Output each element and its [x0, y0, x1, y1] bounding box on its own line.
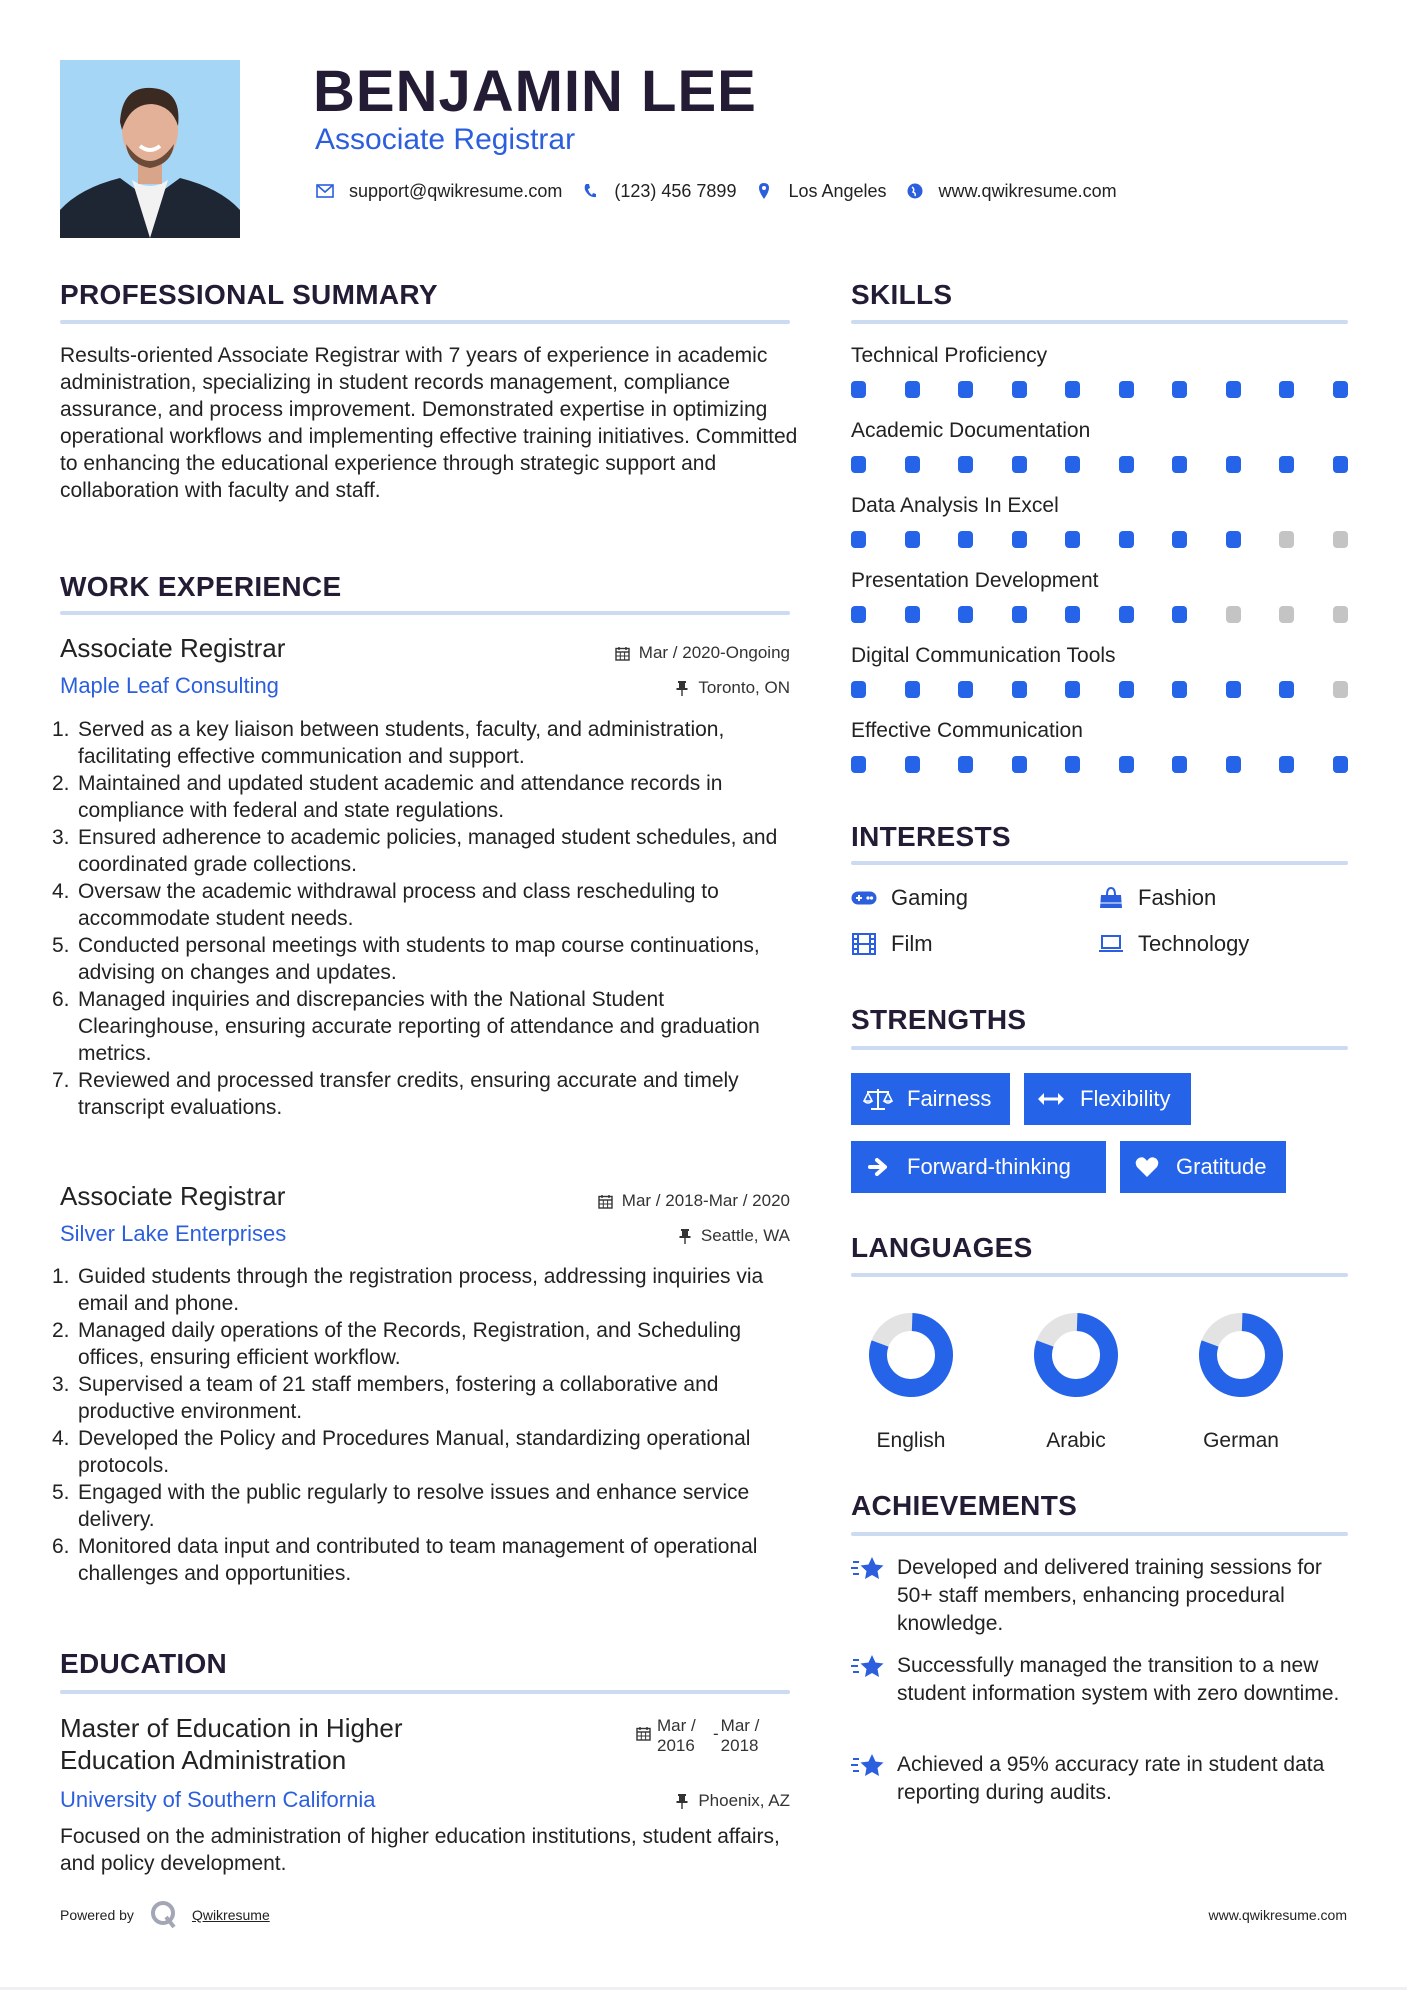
skill-dot-filled: [1333, 456, 1348, 473]
skill-dot-filled: [851, 531, 866, 548]
skill-dot-filled: [958, 681, 973, 698]
list-item: 6. Monitored data input and contributed to team management of operational challenges and opportunities.: [52, 1535, 758, 1585]
film-icon: [851, 933, 877, 955]
star-icon: [851, 1554, 887, 1582]
arrow-right-icon: [863, 1155, 893, 1179]
skill-dot-filled: [1279, 456, 1294, 473]
interests-divider: [851, 861, 1348, 865]
language-label: English: [876, 1429, 946, 1452]
experience-heading: WORK EXPERIENCE: [60, 571, 342, 602]
job-dates: [500, 642, 790, 664]
footer-website[interactable]: www.qwikresume.com: [1208, 1907, 1347, 1923]
skill-dot-empty: [1333, 606, 1348, 623]
skill-dot-filled: [1119, 606, 1134, 623]
job-company: Maple Leaf Consulting: [60, 673, 279, 698]
skill-dot-filled: [1119, 756, 1134, 773]
contact-phone[interactable]: (123) 456 7899: [614, 180, 737, 201]
skill-dot-filled: [958, 456, 973, 473]
skill-dot-filled: [851, 606, 866, 623]
skill-dot-filled: [1172, 681, 1187, 698]
skill-rating: [851, 681, 1348, 698]
arrows-horizontal-icon: [1036, 1087, 1066, 1111]
skill-dot-filled: [1226, 456, 1241, 473]
skill-dot-filled: [958, 531, 973, 548]
laptop-icon: [1098, 933, 1124, 955]
skill-dot-filled: [958, 606, 973, 623]
heart-icon: [1132, 1155, 1162, 1179]
skill-dot-filled: [1226, 756, 1241, 773]
skill-dot-filled: [905, 456, 920, 473]
skill-dot-filled: [1119, 381, 1134, 398]
skill-dot-filled: [1172, 756, 1187, 773]
skill-dot-filled: [905, 531, 920, 548]
skill-dot-filled: [1012, 456, 1027, 473]
candidate-title: Associate Registrar: [315, 123, 576, 156]
gamepad-icon: [851, 887, 877, 909]
globe-icon: [905, 181, 925, 201]
job-role: Associate Registrar: [60, 1181, 286, 1211]
job-location: [500, 1225, 790, 1247]
calendar-icon: [636, 1726, 651, 1741]
education-location-text: Phoenix, AZ: [698, 1791, 790, 1810]
powered-by-label: Powered by: [60, 1907, 134, 1923]
education-start: Mar / 2016: [657, 1716, 696, 1755]
education-heading: EDUCATION: [60, 1648, 228, 1679]
skill-dot-empty: [1279, 531, 1294, 548]
skill-rating: [851, 606, 1348, 623]
skill-dot-filled: [1279, 756, 1294, 773]
language-item: [1011, 1312, 1141, 1454]
list-item: 1. Guided students through the registration process, addressing inquiries via email and phone.: [52, 1265, 764, 1315]
skill-dot-filled: [1333, 756, 1348, 773]
skill-rating: [851, 756, 1348, 773]
skill-rating: [851, 531, 1348, 548]
strength-tag: Flexibility: [1024, 1073, 1191, 1125]
skill-dot-filled: [1012, 756, 1027, 773]
pushpin-icon: [677, 1228, 693, 1244]
skill-label: Academic Documentation: [851, 419, 1091, 442]
interest-item: Technology: [1098, 930, 1249, 958]
skill-label: Digital Communication Tools: [851, 644, 1116, 667]
language-label: German: [1203, 1429, 1279, 1452]
star-icon: [851, 1751, 887, 1779]
list-item: 2. Managed daily operations of the Records, Registration, and Scheduling offices, ensuring efficient workflow.: [52, 1319, 742, 1369]
envelope-icon: [315, 181, 335, 201]
list-item: 1. Served as a key liaison between students, faculty, and administration, facilitating effective communication and support.: [52, 718, 725, 768]
job-location-text: Toronto, ON: [698, 678, 790, 697]
contact-location: Los Angeles: [788, 180, 887, 201]
skill-dot-filled: [905, 381, 920, 398]
skill-label: Technical Proficiency: [851, 344, 1048, 367]
skill-dot-filled: [1333, 381, 1348, 398]
star-icon: [851, 1652, 887, 1680]
phone-icon: [580, 181, 600, 201]
skill-dot-filled: [1226, 531, 1241, 548]
language-donut-chart: [1033, 1312, 1119, 1398]
calendar-icon: [598, 1193, 614, 1209]
education-divider: [60, 1690, 790, 1694]
skill-dot-filled: [1012, 606, 1027, 623]
skill-dot-filled: [1119, 531, 1134, 548]
job-location: [500, 677, 790, 699]
education-dates: [636, 1716, 796, 1756]
job-location-text: Seattle, WA: [700, 1226, 790, 1245]
contact-row: [315, 178, 1135, 204]
education-location: [500, 1790, 790, 1812]
skill-dot-filled: [1279, 381, 1294, 398]
skill-dot-filled: [1172, 456, 1187, 473]
job-dates: [500, 1190, 790, 1212]
list-item: 4. Oversaw the academic withdrawal process and class rescheduling to accommodate student needs.: [52, 880, 719, 930]
list-item: 6. Managed inquiries and discrepancies with the National Student Clearinghouse, ensuring accurate reporting of attendance and graduation metrics.: [52, 988, 760, 1065]
skill-dot-filled: [958, 381, 973, 398]
map-marker-icon: [754, 181, 774, 201]
skill-dot-filled: [1012, 531, 1027, 548]
languages-heading: LANGUAGES: [851, 1232, 1033, 1263]
achievement-item: Successfully managed the transition to a new student information system with zero downtime.: [851, 1652, 1351, 1708]
calendar-icon: [615, 645, 631, 661]
pushpin-icon: [674, 1793, 690, 1809]
skill-dot-filled: [905, 681, 920, 698]
list-item: 3. Ensured adherence to academic policies, managed student schedules, and coordinated grade collections.: [52, 826, 778, 876]
interest-item: Fashion: [1098, 884, 1216, 912]
qwikresume-link[interactable]: Qwikresume: [191, 1907, 270, 1923]
skill-dot-filled: [851, 456, 866, 473]
skill-label: Effective Communication: [851, 719, 1083, 742]
pushpin-icon: [674, 680, 690, 696]
interests-heading: INTERESTS: [851, 821, 1011, 852]
job-responsibilities: [52, 716, 800, 1121]
interest-item: Gaming: [851, 884, 968, 912]
language-donut-chart: [1198, 1312, 1284, 1398]
skill-dot-filled: [1065, 456, 1080, 473]
skill-dot-filled: [1119, 456, 1134, 473]
skill-dot-empty: [1333, 531, 1348, 548]
job-dates-text: Mar / 2018-Mar / 2020: [621, 1191, 790, 1210]
skills-divider: [851, 320, 1348, 324]
skill-dot-filled: [1119, 681, 1134, 698]
skill-dot-filled: [851, 681, 866, 698]
list-item: 5. Conducted personal meetings with students to map course continuations, advising on changes and updates.: [52, 934, 760, 984]
achievement-item: Achieved a 95% accuracy rate in student data reporting during audits.: [851, 1751, 1351, 1807]
skill-dot-filled: [1065, 381, 1080, 398]
languages-divider: [851, 1273, 1348, 1277]
summary-heading: PROFESSIONAL SUMMARY: [60, 279, 438, 310]
job-responsibilities: [52, 1263, 800, 1587]
balance-scale-icon: [863, 1087, 893, 1111]
language-item: [1176, 1312, 1306, 1454]
skill-label: Presentation Development: [851, 569, 1099, 592]
skill-dot-empty: [1279, 606, 1294, 623]
achievements-heading: ACHIEVEMENTS: [851, 1490, 1078, 1521]
summary-text: Results-oriented Associate Registrar with 7 years of experience in academic administration, specializing in student records management, compliance assurance, and process improvement. Demonstrated expertise in optimizing operational workflows and implementing effective training initiatives. Committed to enhancing the educational experience through strategic support and collaboration with faculty and staff.: [60, 344, 798, 502]
list-item: 3. Supervised a team of 21 staff members, fostering a collaborative and productive environment.: [52, 1373, 719, 1423]
strengths-heading: STRENGTHS: [851, 1004, 1027, 1035]
skill-dot-filled: [1012, 681, 1027, 698]
skill-dot-filled: [851, 381, 866, 398]
skill-dot-filled: [1065, 756, 1080, 773]
footer-branding: [60, 1900, 270, 1930]
skill-dot-filled: [851, 756, 866, 773]
strength-tag: Fairness: [851, 1073, 1010, 1125]
list-item: 5. Engaged with the public regularly to resolve issues and enhance service delivery.: [52, 1481, 750, 1531]
skill-dot-filled: [1226, 381, 1241, 398]
list-item: 7. Reviewed and processed transfer credits, ensuring accurate and timely transcript evaluations.: [52, 1069, 739, 1119]
job-company: Silver Lake Enterprises: [60, 1221, 287, 1246]
education-date-separator: -: [713, 1724, 719, 1743]
education-description: Focused on the administration of higher education institutions, student affairs, and policy development.: [60, 1825, 780, 1875]
contact-email[interactable]: support@qwikresume.com: [349, 180, 563, 201]
skill-dot-filled: [1065, 681, 1080, 698]
skill-dot-filled: [1065, 606, 1080, 623]
education-degree: Master of Education in Higher Education Administration: [60, 1713, 403, 1775]
achievement-item: Developed and delivered training sessions for 50+ staff members, enhancing procedural knowledge.: [851, 1554, 1351, 1638]
skills-heading: SKILLS: [851, 279, 953, 310]
list-item: 4. Developed the Policy and Procedures Manual, standardizing operational protocols.: [52, 1427, 751, 1477]
list-item: 2. Maintained and updated student academic and attendance records in compliance with federal and state regulations.: [52, 772, 723, 822]
skill-dot-filled: [1172, 381, 1187, 398]
skill-dot-filled: [958, 756, 973, 773]
qwikresume-logo-icon: [150, 1900, 178, 1931]
education-school: University of Southern California: [60, 1787, 376, 1812]
summary-divider: [60, 320, 790, 324]
skill-dot-filled: [1279, 681, 1294, 698]
contact-website[interactable]: www.qwikresume.com: [938, 180, 1117, 201]
strength-tag: Gratitude: [1120, 1141, 1286, 1193]
education-end: Mar / 2018: [720, 1716, 760, 1755]
skill-label: Data Analysis In Excel: [851, 494, 1059, 517]
experience-divider: [60, 611, 790, 615]
skill-dot-filled: [1012, 381, 1027, 398]
language-label: Arabic: [1046, 1429, 1106, 1452]
job-role: Associate Registrar: [60, 633, 286, 663]
job-dates-text: Mar / 2020-Ongoing: [638, 643, 790, 662]
skill-dot-filled: [1172, 531, 1187, 548]
skill-dot-empty: [1333, 681, 1348, 698]
skill-rating: [851, 381, 1348, 398]
strengths-divider: [851, 1046, 1348, 1050]
skill-dot-filled: [1172, 606, 1187, 623]
skill-dot-filled: [905, 606, 920, 623]
profile-photo: [60, 60, 240, 238]
strength-tag: Forward-thinking: [851, 1141, 1106, 1193]
interest-item: Film: [851, 930, 933, 958]
skill-rating: [851, 456, 1348, 473]
shopping-bag-icon: [1098, 887, 1124, 909]
language-donut-chart: [868, 1312, 954, 1398]
skill-dot-empty: [1226, 606, 1241, 623]
candidate-name: BENJAMIN LEE: [313, 59, 757, 124]
skill-dot-filled: [1226, 681, 1241, 698]
skill-dot-filled: [1065, 531, 1080, 548]
skill-dot-filled: [905, 756, 920, 773]
achievements-divider: [851, 1532, 1348, 1536]
language-item: [846, 1312, 976, 1454]
